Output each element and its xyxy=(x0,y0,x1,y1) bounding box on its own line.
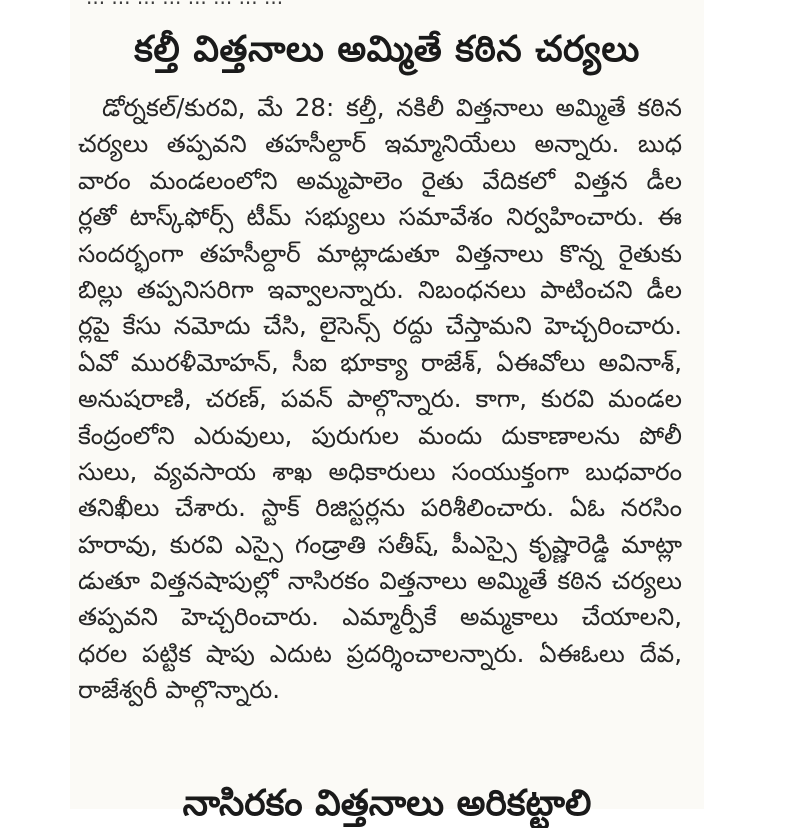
body-line: ర్లతో టాస్క్‌ఫోర్స్ టీమ్ సభ్యులు సమావేశం నిర్వహించారు. ఈ xyxy=(78,202,682,232)
article-body xyxy=(78,90,682,709)
next-article-headline: నాసిరకం విత్తనాలు అరికట్టాలి xyxy=(182,783,592,824)
body-line: తనిఖీలు చేశారు. స్టాక్ రిజిస్టర్లను పరిశీలించారు. ఏఓ నరసిం xyxy=(78,493,682,523)
body-line: బిల్లు తప్పనిసరిగా ఇవ్వాలన్నారు. నిబంధనలు పాటించని డీల xyxy=(78,274,682,304)
body-line: ధరల పట్టిక షాపు ఎదుట ప్రదర్శించాలన్నారు. ఏఈఓలు దేవ, xyxy=(78,638,682,668)
body-line: ఏవో మురళీమోహన్, సీఐ భూక్యా రాజేశ్, ఏఈవోలు అవినాశ్, xyxy=(78,347,682,377)
previous-article-cut-text xyxy=(86,0,686,7)
article-headline: కల్తీ విత్తనాలు అమ్మితే కఠిన చర్యలు xyxy=(134,29,640,70)
body-line: చర్యలు తప్పవని తహసీల్దార్ ఇమ్మానియేలు అన్నారు. బుధ xyxy=(78,129,682,159)
body-line: ర్లపై కేసు నమోదు చేసి, లైసెన్స్ రద్దు చేస్తామని హెచ్చరించారు. xyxy=(78,311,682,341)
body-line: తప్పవని హెచ్చరించారు. ఎమ్మార్పీకే అమ్మకాలు చేయాలని, xyxy=(78,602,682,632)
right-margin xyxy=(704,0,800,809)
newspaper-clipping xyxy=(70,0,704,824)
body-line: రాజేశ్వరీ పాల్గొన్నారు. xyxy=(78,675,281,705)
body-line: అనుషరాణి, చరణ్, పవన్ పాల్గొన్నారు. కాగా, కురవి మండల xyxy=(78,384,682,414)
body-line: హరావు, కురవి ఎస్సై గండ్రాతి సతీష్, పీఎస్సై కృష్ణారెడ్డి మాట్లా xyxy=(78,529,682,559)
left-margin xyxy=(0,0,70,809)
body-line: వారం మండలంలోని అమ్మపాలెం రైతు వేదికలో విత్తన డీల xyxy=(78,165,682,195)
body-line: డుతూ విత్తనషాపుల్లో నాసిరకం విత్తనాలు అమ్మితే కఠిన చర్యలు xyxy=(78,566,682,596)
body-line: కేంద్రంలోని ఎరువులు, పురుగుల మందు దుకాణాలను పోలీ xyxy=(78,420,682,450)
body-line: డోర్నకల్/కురవి, మే 28: కల్తీ, నకిలీ విత్తనాలు అమ్మితే కఠిన xyxy=(102,93,682,122)
body-line: సులు, వ్యవసాయ శాఖ అధికారులు సంయుక్తంగా బుధవారం xyxy=(78,456,682,486)
body-line: సందర్భంగా తహసీల్దార్ మాట్లాడుతూ విత్తనాలు కొన్న రైతుకు xyxy=(78,238,682,268)
